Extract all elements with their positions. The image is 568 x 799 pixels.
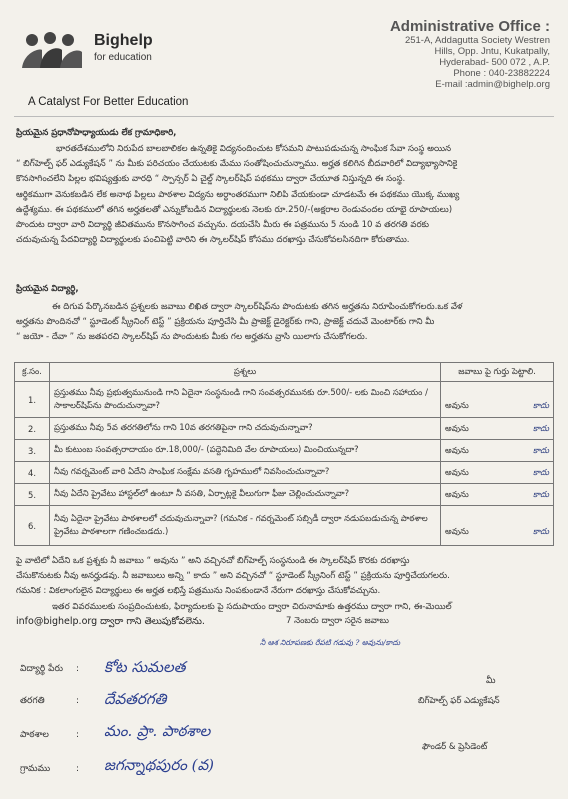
brand-subtitle: for education	[94, 52, 152, 63]
paragraph-line: “ జయో - దేవా ” ను జతపరచి స్కాలర్‌షిప్ ను పొందుటకు మీకు గల అర్హతను వ్రాసి యిలాగు చేసుకోగలరు.	[16, 332, 368, 343]
address-line: Hyderabad- 500 072 , A.P.	[439, 57, 550, 68]
question-text: మీ కుటుంబ సంవత్సరాదాయం రూ.18,000/- (పద్దెనిమిది వేల రూపాయలు) మించియున్నదా?	[50, 440, 441, 462]
salutation-student: ప్రియమైన విద్యార్థి,	[16, 284, 79, 294]
address-line: 251-A, Addagutta Society Westren	[404, 35, 550, 46]
answer-cell	[441, 382, 554, 418]
table-row	[15, 484, 554, 506]
table-row	[15, 382, 554, 418]
answer-no[interactable]: కాదు	[532, 489, 549, 499]
student-name-value[interactable]: కోట సుమలత	[104, 658, 186, 676]
colon: :	[76, 664, 80, 674]
brand-name: Bighelp	[94, 32, 153, 49]
question-text: నీవు గవర్నమెంట్ వారి ఏదేని సాంఘిక సంక్షేమ వసతి గృహములో నివసించుచున్నావా?	[50, 462, 441, 484]
row-number: 2.	[15, 418, 50, 440]
answer-yes[interactable]: అవును	[445, 445, 469, 455]
class-label: తరగతి	[20, 696, 45, 706]
answer-cell	[441, 440, 554, 462]
answer-yes[interactable]: అవును	[445, 489, 469, 499]
office-address-block	[390, 18, 550, 90]
class-value[interactable]: దేవతరగతి	[104, 690, 167, 708]
paragraph-line: ఇతర వివరములకు సంప్రదించుటకు, ఫిర్యాదులకు పై సదుపాయం ద్వారా చిరునామాకు ఉత్తరము ద్వారా గాని, ఈ-మెయిల్	[52, 601, 452, 612]
row-number: 4.	[15, 462, 50, 484]
table-row	[15, 462, 554, 484]
header-divider	[14, 116, 554, 117]
answer-cell	[441, 506, 554, 546]
table-row	[15, 440, 554, 462]
answer-yes[interactable]: అవును	[445, 526, 469, 536]
answer-no[interactable]: కాదు	[532, 400, 549, 410]
student-name-label: విద్యార్థి పేరు	[20, 664, 63, 674]
phone-line: Phone : 040-23882224	[453, 68, 550, 79]
answer-yes[interactable]: అవును	[445, 423, 469, 433]
question-text: నీవు ఏదేని ప్రైవేటు హాస్టల్‌లో ఉంటూ నీ వసతి, ఏర్పాట్లకై వీలుగుగా ఫీజు చెల్లించుచున్నావా?	[50, 484, 441, 506]
colon: :	[76, 730, 80, 740]
question-text: ప్రస్తుతము నీవు ప్రభుత్వమునుండి గాని ఏదైనా సంస్థనుండి గాని సంవత్సరమునకు రూ.500/- లకు మించి సహాయం / సాకాలర్‌షిప్‌ను పొందుచున్నావా?	[50, 382, 441, 418]
row-number: 1.	[15, 382, 50, 418]
answer-yes[interactable]: అవును	[445, 400, 469, 410]
colon: :	[76, 696, 80, 706]
answer-cell	[441, 484, 554, 506]
paragraph-line: చదువుచున్న పేదవిద్యార్థి విద్యార్థులకు పంచిపెట్టి వారిని ఈ స్కాలర్‌షిప్ కోసము దరఖాస్తు చేసుకోవలసినదిగా కోరుతాము.	[16, 235, 410, 246]
address-line: Hills, Opp. Jntu, Kukatpally,	[434, 46, 550, 57]
school-label: పాఠశాల	[20, 730, 49, 740]
paragraph-line: భారతదేశములోని నిరుపేద బాలబాలికల ఉన్నతికై విద్యనందించుట కోసమని పాటుపడుచున్న సాంఘిక సేవా సంస్థ అయిన	[56, 144, 452, 154]
paragraph-line: అర్హతను పొందినచో “ స్టూడెంట్ స్క్రీనింగ్ టెస్ట్ ” ప్రక్రియను పూర్తిచేసి మీ ప్రాజెక్ట్ డైరెక్టర్‌కు గాని, ప్రాజెక్ట్ చదువే మెంటార్‌కు గాని మీ	[16, 317, 435, 328]
table-row	[15, 418, 554, 440]
table-row	[15, 506, 554, 546]
paragraph-line: “ బిగ్‌హెల్ప్ ఫర్ ఎడ్యుకేషన్ ” ను మీకు పరిచయం చేయుటకు మేము సంతోషించుచున్నాము. అర్హత కలిగిన బీదవారిలో విద్యాభ్యాసానికై	[16, 159, 458, 170]
conditions-paragraph	[16, 554, 552, 615]
signature-title: ఫౌండర్ & ప్రెసిడెంట్	[422, 742, 488, 752]
column-header-question: ప్రశ్నలు	[50, 363, 441, 382]
paragraph-line: ఈ దిగువ పేర్కొనబడిన ప్రశ్నలకు జవాబు లిఖిత ద్వారా స్కాలర్‌షిప్‌ను పొందుటకు తగిన అర్హతను నిరూపించుకోగలరు.ఒక వేళ	[52, 302, 463, 312]
signature-org: బిగ్‌హెల్ప్ ఫర్ ఎడ్యుకేషన్	[418, 696, 500, 706]
column-header-no: క్ర.సం.	[15, 363, 50, 382]
row-number: 3.	[15, 440, 50, 462]
answer-no[interactable]: కాదు	[532, 445, 549, 455]
salutation-headmaster: ప్రియమైన ప్రధానోపాధ్యాయుడు లేక గ్రామాధికారి,	[16, 128, 177, 138]
intro-paragraph	[16, 142, 552, 248]
answer-no[interactable]: కాదు	[532, 423, 549, 433]
paragraph-line: చేసుకొనుటకు నీవు అనర్హుడవు. నీ జవాబులు అన్ని “ కాదు ” అని వచ్చినచో “ స్టూడెంట్ స్క్రీనింగ్ టెస్ట్ ” ప్రక్రియను పూర్తిచేయగలరు.	[16, 571, 450, 582]
office-title: Administrative Office :	[389, 18, 550, 35]
questions-table	[14, 362, 554, 546]
signature-line-1: మీ	[486, 676, 496, 686]
note-handwritten: 7 నెంబరు ద్వారా సరైన జవాబు	[286, 616, 389, 626]
village-label: గ్రామము	[20, 764, 51, 774]
row-number: 6.	[15, 506, 50, 546]
paragraph-line: పొందుట ద్వారా వారి విద్యార్థి జీవితమును కొనసాగించ వచ్చును. దయచేసి మీరు ఈ పత్రమును 5 నుండి 10 వ తరగతి వరకు	[16, 220, 429, 231]
row-number: 5.	[15, 484, 50, 506]
paragraph-line: ఉద్దేశ్యము. ఈ పథకములో తగిన అర్హతలతో ఎన్నుకోబడిన విద్యార్థులకు నెలకు రూ.250/-(అక్షరాల రెండువందల యాభై రూపాయలు)	[16, 204, 453, 215]
answer-no[interactable]: కాదు	[532, 526, 549, 536]
note-small: నీ ఆశ నిరూపణకు రేపటి గడువు ? అవును/కాదు	[260, 638, 401, 647]
answer-yes[interactable]: అవును	[445, 467, 469, 477]
email-contact: info@bighelp.org ద్వారా గాని తెలుపుకోవలెను.	[16, 616, 205, 627]
student-paragraph	[16, 300, 552, 346]
colon: :	[76, 764, 80, 774]
answer-no[interactable]: కాదు	[532, 467, 549, 477]
paragraph-line: పై వాటిలో ఏదేని ఒక ప్రశ్నకు నీ జవాబు “ అవును ” అని వచ్చినచో బిగ్‌హెల్ప్ సంస్థనుండి ఈ స్కాలర్‌షిప్ కొరకు దరఖాస్తు	[16, 556, 410, 566]
paragraph-line: ఆర్థికముగా వెనుకబడిన లేక అనాథ పిల్లలు పాఠశాల విద్యను అర్ధాంతరముగా నిలిపి వేయకుండా చూడటమే ఈ పథకము యొక్క ముఖ్య	[16, 189, 460, 200]
school-value[interactable]: మం. ప్రా. పాఠశాల	[104, 722, 211, 740]
tagline: A Catalyst For Better Education	[28, 96, 189, 108]
answer-cell	[441, 462, 554, 484]
question-text: నీవు ఏదైనా ప్రైవేటు పాఠశాలలో చదువుచున్నావా? (గమనిక - గవర్నమెంట్ సబ్సిడీ ద్వారా నడుపబడుచున్న పాఠశాల ప్రైవేటు పాఠశాలగా గణించబడదు.)	[50, 506, 441, 546]
paragraph-line: కొనసాగించలేని పిల్లల భవిష్యత్తుకు వారధి “ స్పాన్సర్ ఏ చైల్డ్ స్కాలర్‌షిప్ పథకము ద్వారా చేయూత నిస్తున్నది ఈ సంస్థ.	[16, 174, 406, 185]
column-header-answer: జవాబు పై గుర్తు పెట్టాలి.	[441, 363, 554, 382]
paragraph-line: గమనిక : వికలాంగులైన విద్యార్థులు ఈ అర్హత లభిస్తే పత్రమును నింపకుండానే నేరుగా దరఖాస్తు చేసుకోవచ్చును.	[16, 586, 381, 597]
village-value[interactable]: జగన్నాథపురం (వ)	[104, 756, 214, 774]
answer-cell	[441, 418, 554, 440]
question-text: ప్రస్తుతము నీవు 5వ తరగతిలోను గాని 10వ తరగతిపైనా గాని చదువుచున్నావా?	[50, 418, 441, 440]
bighelp-logo-icon	[18, 30, 88, 72]
email-line: E-mail :admin@bighelp.org	[435, 79, 550, 90]
